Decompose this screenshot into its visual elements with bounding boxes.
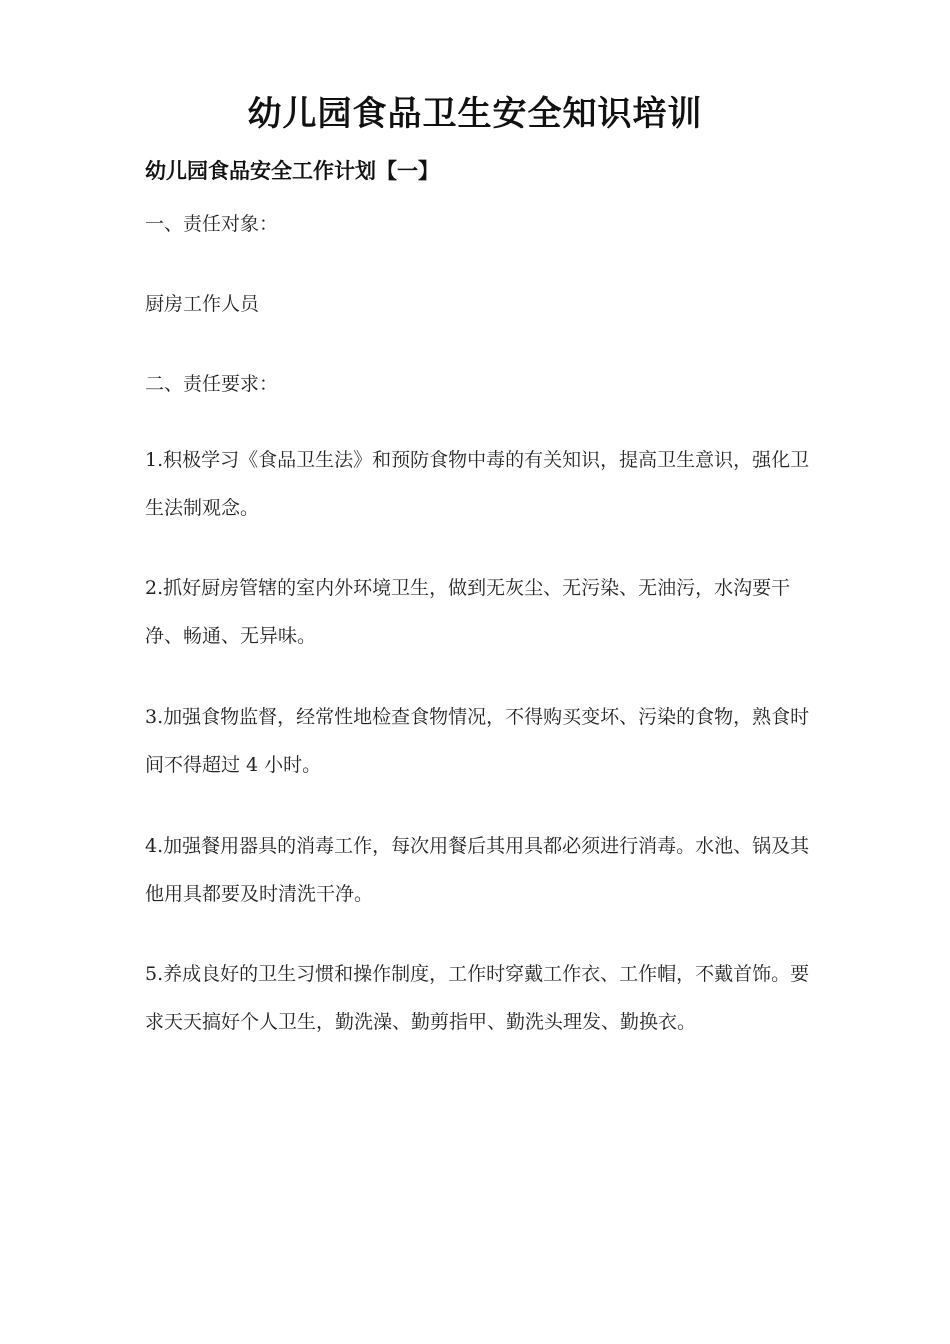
- section-heading: 幼儿园食品安全工作计划【一】: [145, 159, 439, 183]
- paragraph-responsibility-target: 厨房工作人员: [145, 293, 260, 315]
- document-title: 幼儿园食品卫生安全知识培训: [247, 94, 703, 134]
- paragraph-item-3: 3.加强食物监督，经常性地检查食物情况，不得购买变坏、污染的食物，熟食时间不得超过 4 小时。: [145, 706, 810, 776]
- paragraph-responsibility-target-heading: 一、责任对象：: [145, 213, 279, 235]
- paragraph-item-1: 1.积极学习《食品卫生法》和预防食物中毒的有关知识，提高卫生意识，强化卫生法制观念。: [145, 449, 810, 519]
- paragraph-responsibility-requirements-heading: 二、责任要求：: [145, 373, 279, 395]
- paragraph-item-2: 2.抓好厨房管辖的室内外环境卫生，做到无灰尘、无污染、无油污，水沟要干净、畅通、无异味。: [145, 577, 791, 647]
- paragraph-item-4: 4.加强餐用器具的消毒工作，每次用餐后其用具都必须进行消毒。水池、锅及其他用具都要及时清洗干净。: [145, 835, 810, 905]
- paragraph-item-5: 5.养成良好的卫生习惯和操作制度，工作时穿戴工作衣、工作帽，不戴首饰。要求天天搞好个人卫生，勤洗澡、勤剪指甲、勤洗头理发、勤换衣。: [145, 963, 810, 1033]
